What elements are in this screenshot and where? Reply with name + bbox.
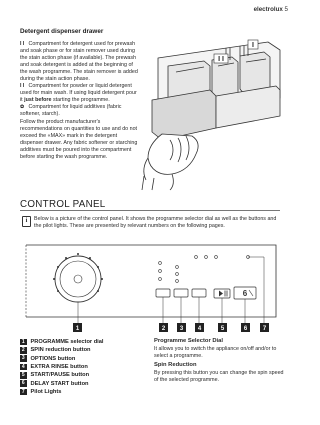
legend-number: 5 [21,372,25,379]
compartment-prewash-text: Compartment for detergent used for prewash and soak phase or for stain remover used during the stain action phase (if available). The prewash and soak detergent is added at the beginning of the wash programme. The stain remover is added during the stain action phase. [20,41,138,83]
compartment-additives [20,104,138,118]
legend-number: 4 [21,363,25,370]
compartment-mainwash-emphasis: just before [24,97,52,104]
dispenser-drawer-illustration [140,36,285,191]
dispenser-title: Detergent dispenser drawer [20,28,104,35]
callout-7: 7 [262,326,267,332]
compartment-prewash [20,41,138,83]
legend-number: 3 [21,355,25,362]
brand-name: electrolux [253,6,283,13]
legend-item [20,371,150,379]
dispenser-description [20,41,138,161]
compartment-mainwash-text-end: starting the programme. [51,97,110,104]
page-header [254,6,288,13]
legend-number: 1 [21,338,25,345]
drawer-label-i: I [252,42,254,49]
section-divider [20,210,280,211]
legend-label: Pilot Lights [30,388,62,395]
legend-label: START/PAUSE button [30,372,90,379]
legend-label: SPIN reduction button [30,347,91,354]
callout-2: 2 [161,326,166,332]
callout-6: 6 [243,326,248,332]
mainwash-symbol-icon: I I [20,83,25,90]
flower-icon: ✿ [20,104,25,111]
selector-heading: Programme Selector Dial [154,338,223,344]
callout-5: 5 [220,326,225,332]
page-number: 5 [284,6,288,13]
control-panel-intro: Below is a picture of the control panel. It shows the programme selector dial as well as the buttons and the pilot lights. These are presented by relevant numbers on the following pages. [34,216,277,230]
prewash-symbol-icon: I I [20,41,25,47]
legend-label: DELAY START button [30,380,89,387]
dispenser-note: Follow the product manufacturer's recommendations on quantities to use and do not exceed the «MAX» mark in the detergent dispenser drawer. Any fabric softener or starching additives must be poured into the compartment before starting the wash programme. [20,118,138,160]
legend-number: 2 [21,347,25,354]
legend-item [20,355,150,363]
drawer-label-ii: I I [218,56,224,63]
selector-text: It allows you to switch the appliance on/off and/or to select a programme. [154,346,277,360]
legend-label: PROGRAMME selector dial [30,339,104,346]
legend-number: 6 [21,380,25,387]
callout-1: 1 [75,326,80,332]
control-panel-title: CONTROL PANEL [20,199,106,210]
descriptions-column [154,338,284,386]
compartment-additives-text: Compartment for liquid additives (fabric softener, starch). [20,104,122,118]
compartment-mainwash-text: Compartment for powder or liquid detergent used for main wash. If using liquid detergent pour it [20,83,137,104]
legend-number: 7 [21,388,25,395]
info-icon: i [22,216,31,227]
delay-display-value: 6 [242,289,248,298]
legend-item [20,338,150,346]
legend-item [20,346,150,354]
legend-list [20,338,150,396]
legend-item [20,363,150,371]
spin-text: By pressing this button you can change the spin speed of the selected programme. [154,370,284,384]
programme-dial-icon [55,256,101,302]
compartment-mainwash [20,83,138,104]
legend-label: EXTRA RINSE button [30,364,88,371]
callout-4: 4 [197,326,202,332]
legend-item [20,388,150,396]
spin-heading: Spin Reduction [154,362,197,369]
legend-label: OPTIONS button [30,355,76,362]
legend-item [20,379,150,387]
control-panel-illustration [20,243,282,334]
callout-3: 3 [179,326,184,332]
